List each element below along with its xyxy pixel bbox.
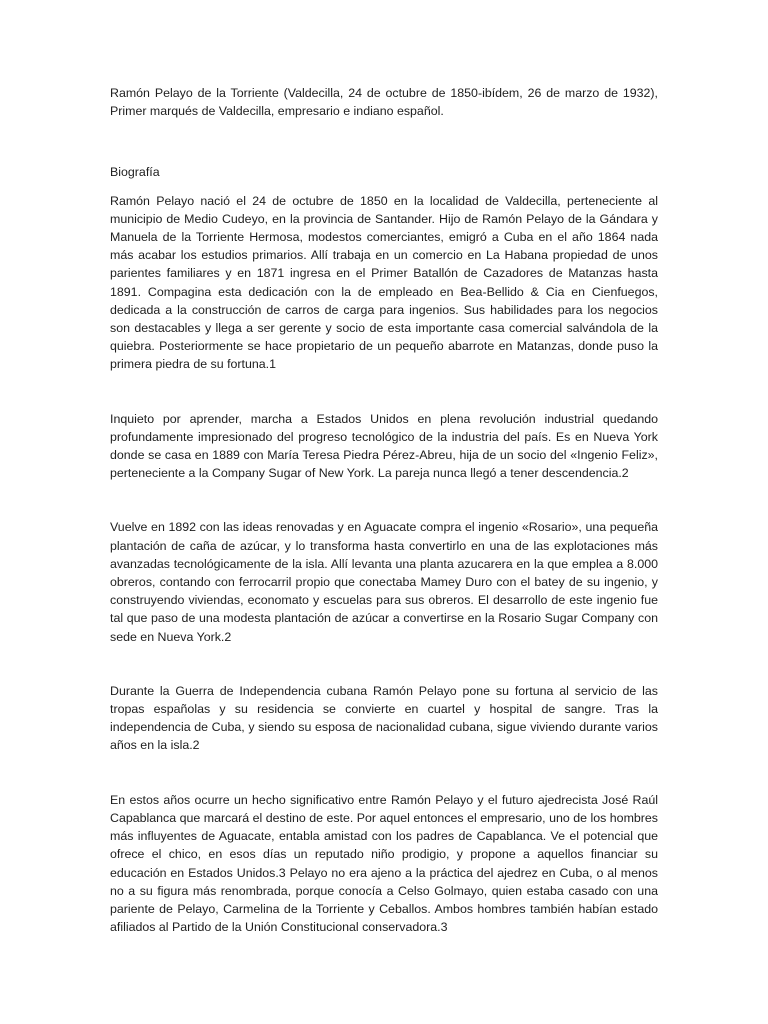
paragraph-united-states: Inquieto por aprender, marcha a Estados Unidos en plena revolución industrial quedando profundamente impresionado del progreso tecnológico de la industria del país. Es en Nueva York donde se casa en 1889 con María Teresa Piedra Pérez-Abreu, hija de un socio del «Ingenio Feliz», perteneciente a la Company Sugar of New York. La pareja nunca llegó a tener descendencia.2 xyxy=(110,411,658,481)
paragraph-rosario: Vuelve en 1892 con las ideas renovadas y en Aguacate compra el ingenio «Rosario», una pequeña plantación de caña de azúcar, y lo transforma hasta convertirlo en una de las explotaciones más avanzadas tecnológicamente de la isla. Allí levanta una planta azucarera en la que emplea a 8.000 obreros, contando con ferrocarril propio que conectaba Mamey Duro con el batey de su ingenio, y construyendo viviendas, economato y escuelas para sus obreros. El desarrollo de este ingenio fue tal que paso de una modesta plantación de azúcar a convertirse en la Rosario Sugar Company con sede en Nueva York.2 xyxy=(110,520,658,644)
paragraph-capablanca: En estos años ocurre un hecho significativo entre Ramón Pelayo y el futuro ajedrecista José Raúl Capablanca que marcará el destino de este. Por aquel entonces el empresario, uno de los hombres más influyentes de Aguacate, entabla amistad con los padres de Capablanca. Ve el potencial que ofrece el chico, en esos días un reputado niño prodigio, y propone a aquellos financiar su educación en Estados Unidos.3 Pelayo no era ajeno a la práctica del ajedrez en Cuba, o al menos no a su figura más renombrada, porque conocía a Celso Golmayo, quien estaba casado con una pariente de Pelayo, Carmelina de la Torriente y Ceballos. Ambos hombres también habían estado afiliados al Partido de la Unión Constitucional conservadora.3 xyxy=(110,792,658,935)
paragraph-early-life: Ramón Pelayo nació el 24 de octubre de 1850 en la localidad de Valdecilla, perteneciente al municipio de Medio Cudeyo, en la provincia de Santander. Hijo de Ramón Pelayo de la Gándara y Manuela de la Torriente Hermosa, modestos comerciantes, emigró a Cuba en el año 1864 nada más acabar los estudios primarios. Allí trabaja en un comercio en La Habana propiedad de unos parientes familiares y en 1871 ingresa en el Primer Batallón de Cazadores de Matanzas hasta 1891. Compagina esta dedicación con la de empleado en Bea-Bellido & Cia en Cienfuegos, dedicada a la construcción de carros de carga para ingenios. Sus habilidades para los negocios son destacables y llega a ser gerente y socio de esta importante casa comercial salvándola de la quiebra. Posteriormente se hace propietario de un pequeño abarrote en Matanzas, donde puso la primera piedra de su fortuna.1 xyxy=(110,193,658,372)
document-page xyxy=(110,84,658,972)
section-heading: Biografía xyxy=(110,165,160,180)
paragraph-war: Durante la Guerra de Independencia cubana Ramón Pelayo pone su fortuna al servicio de las tropas españolas y su residencia se convierte en cuartel y hospital de sangre. Tras la independencia de Cuba, y siendo su esposa de nacionalidad cubana, sigue viviendo durante varios años en la isla.2 xyxy=(110,683,658,753)
intro-paragraph: Ramón Pelayo de la Torriente (Valdecilla, 24 de octubre de 1850-ibídem, 26 de marzo de 1932), Primer marqués de Valdecilla, empresario e indiano español. xyxy=(110,86,658,119)
